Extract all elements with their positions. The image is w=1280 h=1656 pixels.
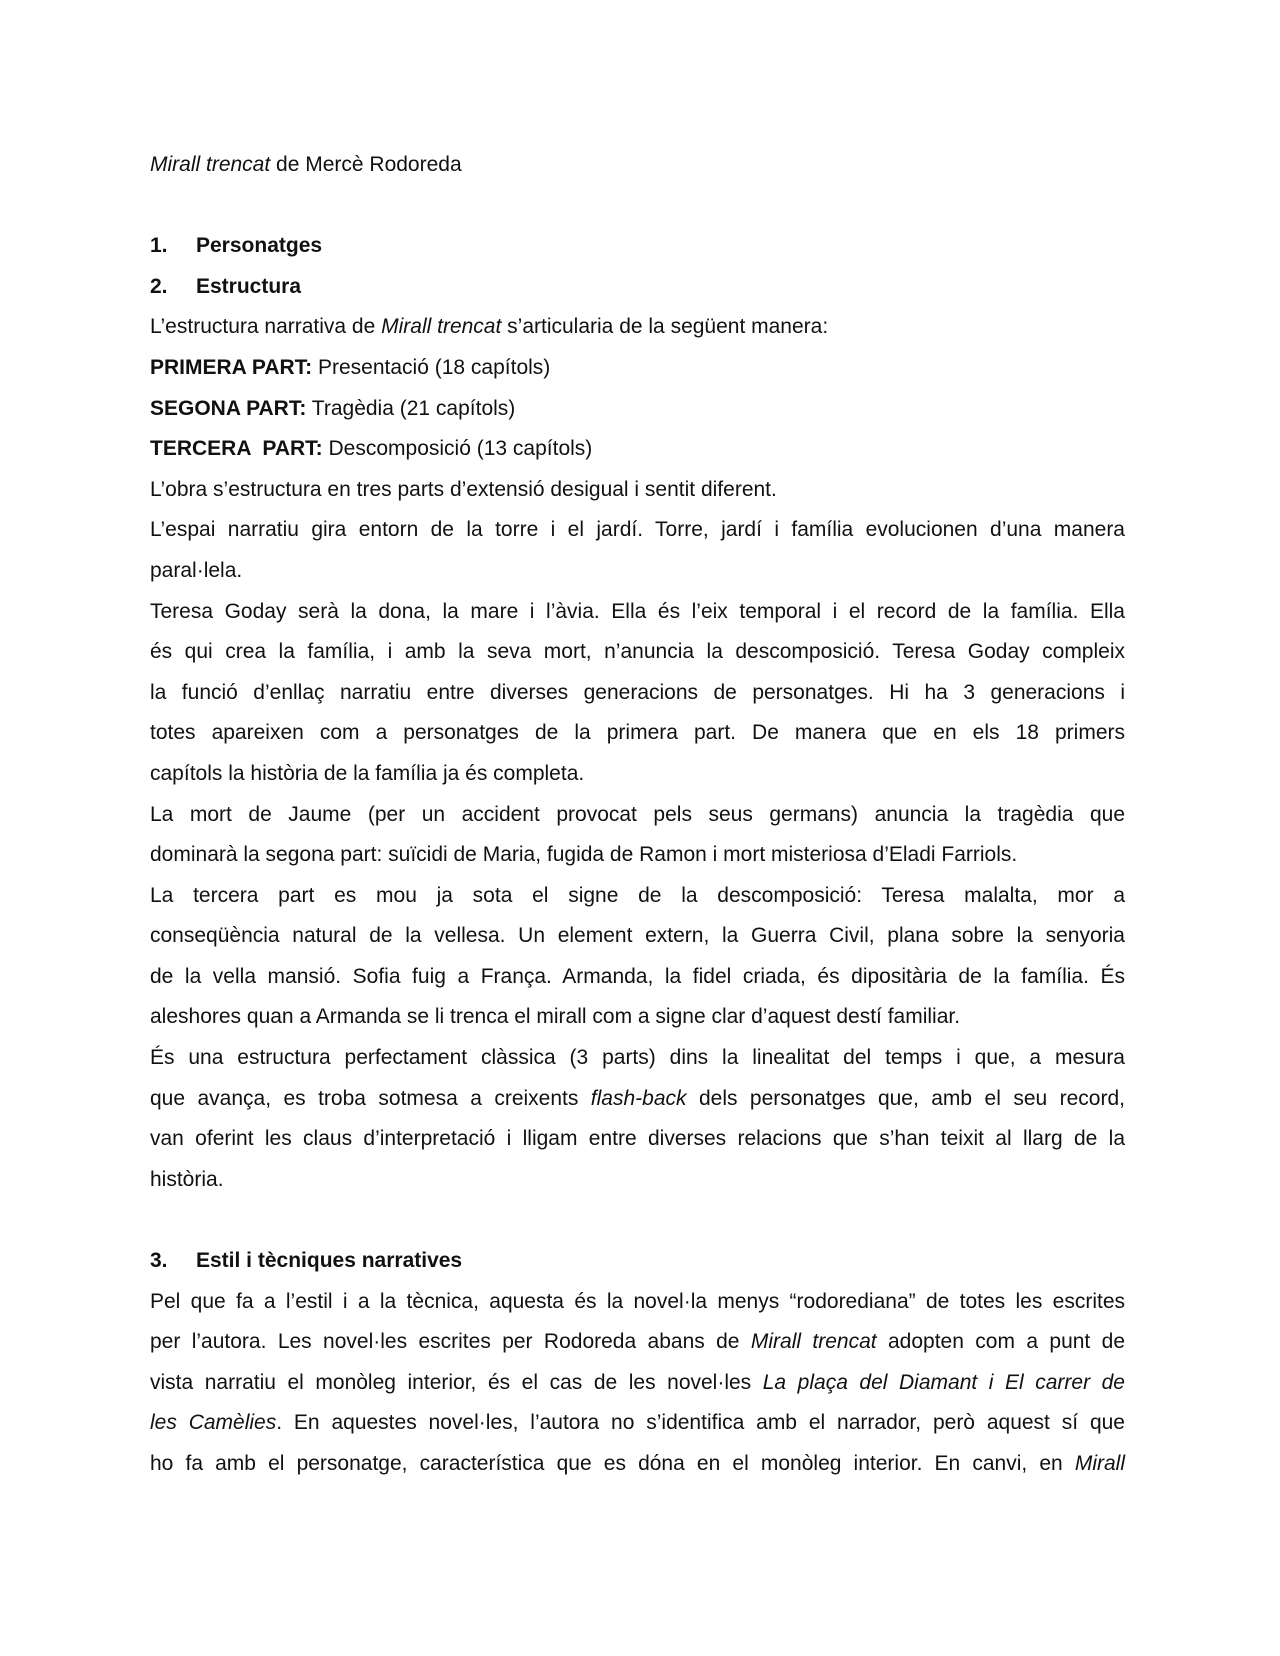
- part-line-1: [150, 348, 1125, 389]
- paragraph-6-line-4: història.: [150, 1167, 224, 1191]
- part-label: SEGONA PART:: [150, 396, 307, 420]
- paragraph-4-line-1: La mort de Jaume (per un accident provocat pels seus germans) anuncia la tragèdia que: [150, 802, 1125, 826]
- paragraph-3-line-3: la funció d’enllaç narratiu entre diverses generacions de personatges. Hi ha 3 generacions i: [150, 680, 1125, 704]
- paragraph-6-line-3: van oferint les claus d’interpretació i lligam entre diverses relacions que s’han teixit al llarg de la: [150, 1127, 1125, 1151]
- paragraph-3-line-4: totes apareixen com a personatges de la primera part. De manera que en els 18 primers: [150, 721, 1125, 745]
- italic-run: les Camèlies: [150, 1411, 277, 1435]
- paragraph-1: L’obra s’estructura en tres parts d’extensió desigual i sentit diferent.: [150, 477, 777, 501]
- spacer: [150, 1200, 1125, 1241]
- heading-text: Estructura: [196, 274, 302, 298]
- paragraph-5-line-4: aleshores quan a Armanda se li trenca el mirall com a signe clar d’aquest destí familiar.: [150, 1005, 961, 1029]
- paragraph-5-line-2: conseqüència natural de la vellesa. Un element extern, la Guerra Civil, plana sobre la senyoria: [150, 924, 1125, 948]
- paragraph-2-line-1: L’espai narratiu gira entorn de la torre i el jardí. Torre, jardí i família evolucionen d’una manera: [150, 518, 1125, 542]
- paragraph-6-line-2: [150, 1079, 1125, 1120]
- text-run: s’articularia de la següent manera:: [501, 315, 829, 339]
- paragraph-6-line-1: És una estructura perfectament clàssica (3 parts) dins la linealitat del temps i que, a mesura: [150, 1046, 1125, 1070]
- part-label: PRIMERA PART:: [150, 355, 313, 379]
- heading-number: 3.: [150, 1249, 168, 1273]
- text-run: ho fa amb el personatge, característica que es dóna en el monòleg interior. En canvi, en: [150, 1452, 1075, 1475]
- paragraph-7-line-4: [150, 1403, 1125, 1444]
- text-run: vista narratiu el monòleg interior, és el cas de les novel·les: [150, 1370, 763, 1394]
- paragraph-7-line-5: [150, 1444, 1125, 1485]
- italic-run: flash-back: [590, 1086, 687, 1110]
- italic-run: Mirall: [1074, 1452, 1125, 1475]
- italic-run: La plaça del Diamant i El carrer de: [762, 1370, 1125, 1394]
- paragraph-4-line-2: dominarà la segona part: suïcidi de Maria, fugida de Ramon i mort misteriosa d’Eladi Farriols.: [150, 843, 1018, 867]
- heading-personatges: [150, 226, 1125, 267]
- paragraph-7-line-2: [150, 1322, 1125, 1363]
- paragraph-7-line-3: [150, 1363, 1125, 1404]
- text-run: . En aquestes novel·les, l’autora no s’identifica amb el narrador, però aquest sí que: [276, 1411, 1125, 1435]
- paragraph-3-line-5: capítols la història de la família ja és completa.: [150, 761, 585, 785]
- heading-number: 1.: [150, 234, 168, 258]
- heading-text: Estil i tècniques narratives: [196, 1249, 463, 1273]
- paragraph-3-line-2: és qui crea la família, i amb la seva mort, n’anuncia la descomposició. Teresa Goday compleix: [150, 640, 1125, 664]
- title-italic: Mirall trencat: [150, 153, 271, 176]
- intro-line: [150, 307, 1125, 348]
- title-rest: de Mercè Rodoreda: [270, 153, 462, 176]
- paragraph-2-line-2: paral·lela.: [150, 558, 243, 582]
- italic-run: Mirall trencat: [381, 315, 502, 339]
- text-run: que avança, es troba sotmesa a creixents: [150, 1086, 591, 1110]
- text-run: dels personatges que, amb el seu record,: [686, 1086, 1125, 1110]
- text-run: per l’autora. Les novel·les escrites per Rodoreda abans de: [150, 1330, 751, 1354]
- text-run: adopten com a punt de: [876, 1330, 1126, 1354]
- part-label: TERCERA PART:: [150, 437, 323, 461]
- spacer: [150, 186, 1125, 227]
- paragraph-5-line-1: La tercera part es mou ja sota el signe de la descomposició: Teresa malalta, mor a: [150, 883, 1125, 907]
- part-text: Presentació (18 capítols): [312, 355, 551, 379]
- part-line-2: [150, 389, 1125, 430]
- heading-estil: [150, 1241, 1125, 1282]
- heading-estructura: [150, 267, 1125, 308]
- text-run: L’estructura narrativa de: [150, 315, 382, 339]
- italic-run: Mirall trencat: [750, 1330, 877, 1354]
- paragraph-7-line-1: Pel que fa a l’estil i a la tècnica, aquesta és la novel·la menys “rodorediana” de totes les escrites: [150, 1289, 1125, 1313]
- document-page: [150, 145, 1125, 1485]
- paragraph-3-line-1: Teresa Goday serà la dona, la mare i l’àvia. Ella és l’eix temporal i el record de la família. Ella: [150, 599, 1125, 623]
- heading-number: 2.: [150, 274, 168, 298]
- part-text: Tragèdia (21 capítols): [306, 396, 516, 420]
- part-text: Descomposició (13 capítols): [322, 437, 593, 461]
- part-line-3: [150, 429, 1125, 470]
- heading-text: Personatges: [196, 234, 323, 258]
- document-title: [150, 145, 1125, 186]
- paragraph-5-line-3: de la vella mansió. Sofia fuig a França. Armanda, la fidel criada, és dipositària de la família. És: [150, 964, 1125, 988]
